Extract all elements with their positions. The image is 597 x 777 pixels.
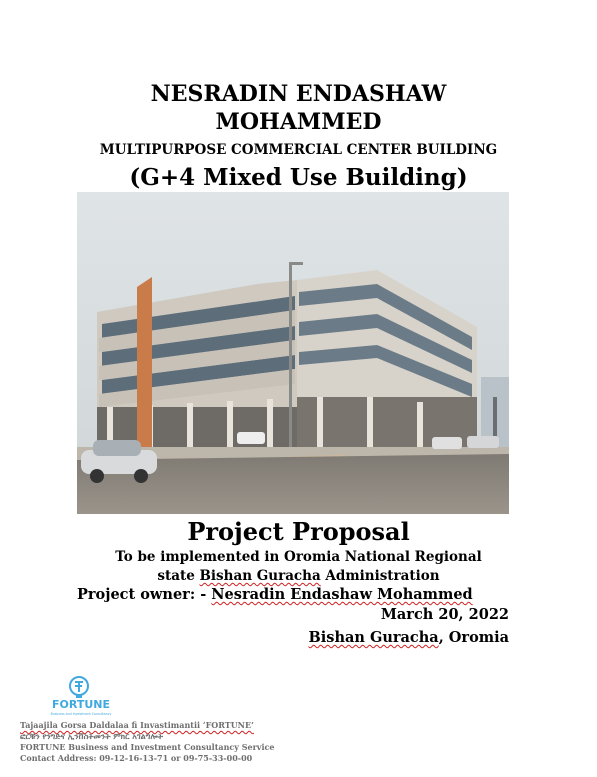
footer-english-name: FORTUNE Business and Investment Consultancy Service xyxy=(20,742,275,752)
proposal-date: March 20, 2022 xyxy=(380,606,509,623)
implementation-line2 xyxy=(0,567,597,586)
owner-label: Project owner: - xyxy=(77,586,212,603)
implementation-administration: Administration xyxy=(320,568,440,584)
proposal-heading: Project Proposal xyxy=(187,517,410,546)
footer-contact-address: Contact Address: 09-12-16-13-71 or 09-75-33-00-00 xyxy=(20,753,253,763)
proposal-location xyxy=(309,629,509,646)
implementation-state-word: state xyxy=(157,568,200,584)
footer-amharic-name: ፎርቹን የንግድና ኢንቨስትመንት ምክር አገልግሎት xyxy=(20,731,163,741)
owner-name: Nesradin Endashaw Mohammed xyxy=(211,586,473,603)
location-region: , Oromia xyxy=(438,629,509,646)
svg-text:FORTUNE: FORTUNE xyxy=(52,698,110,711)
project-owner xyxy=(77,586,473,603)
owner-name-line2: MOHAMMED xyxy=(215,109,382,135)
implementation-text xyxy=(0,548,597,586)
implementation-line1: To be implemented in Oromia National Regional xyxy=(115,549,482,565)
svg-text:Business and Investment Consul: Business and Investment Consultancy xyxy=(50,712,112,716)
building-photo xyxy=(77,192,509,514)
building-type-heading: (G+4 Mixed Use Building) xyxy=(129,164,468,191)
fortune-logo xyxy=(36,672,126,718)
owner-name-line1: NESRADIN ENDASHAW xyxy=(150,81,447,107)
location-town: Bishan Guracha xyxy=(308,629,439,646)
footer-contact xyxy=(20,720,274,764)
footer-oromo-name: Tajaajila Gorsa Daldalaa fi Invastimantii ‘FORTUNE’ xyxy=(20,720,254,730)
owner-name-heading xyxy=(0,80,597,136)
project-subtitle: MULTIPURPOSE COMMERCIAL CENTER BUILDING xyxy=(99,142,498,158)
implementation-place: Bishan Guracha xyxy=(199,568,321,584)
